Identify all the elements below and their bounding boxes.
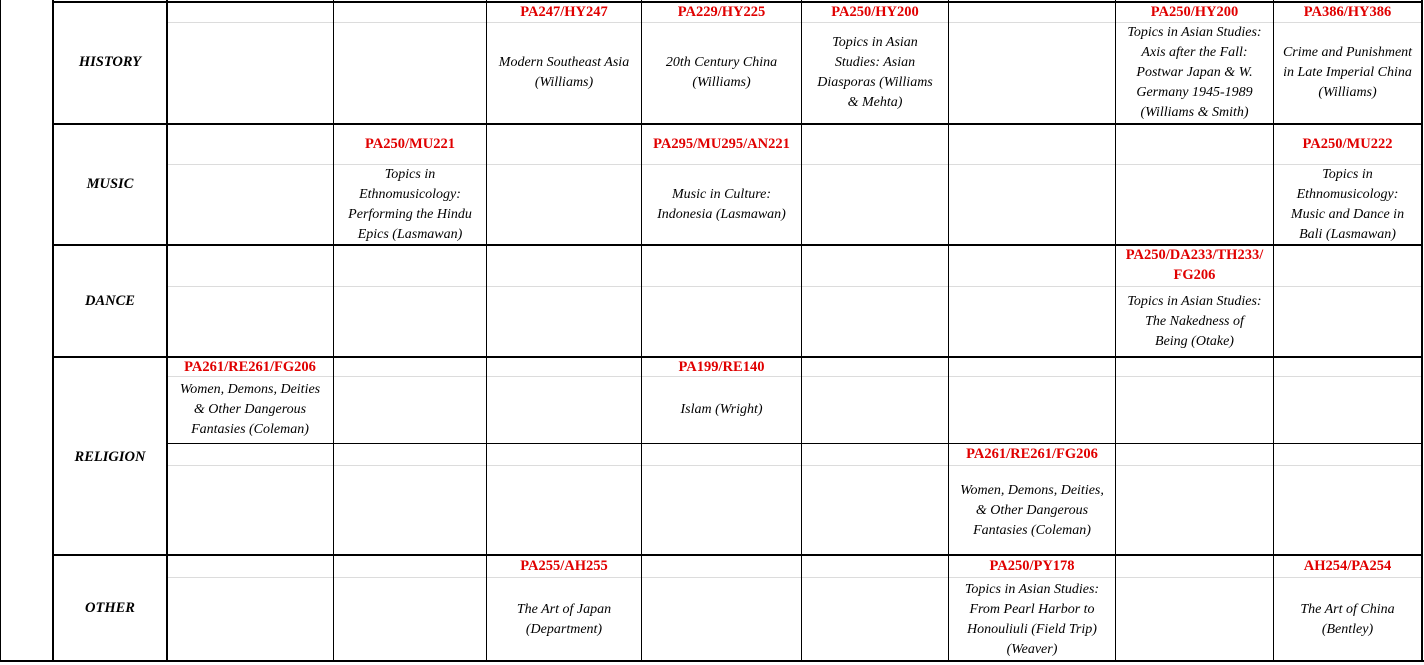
row-divider [167,465,1422,466]
course-code: PA250/MU222 [1302,136,1393,152]
course-title-line: (Weaver) [1006,642,1058,657]
course-code: PA250/PY178 [989,558,1075,574]
column-divider [52,0,54,662]
course-title [334,165,486,245]
course-title-line: Crime and Punishment [1282,45,1413,60]
course-code: PA386/HY386 [1303,4,1392,20]
course-title-line: Topics in [384,167,436,182]
course-title [802,33,948,113]
course-title-line: Being (Otake) [1155,334,1234,349]
course-title-line: Honouliuli (Field Trip) [967,622,1097,637]
course-title-line: (Williams) [534,75,594,90]
course-title-line: Modern Southeast Asia [498,55,630,70]
course-code: PA261/RE261/FG206 [184,359,316,375]
course-code: AH254/PA254 [1303,558,1392,574]
section-divider [52,356,1423,358]
section-divider [167,443,1423,444]
course-title-line: Bali (Lasmawan) [1299,227,1396,242]
course-title-line: Epics (Lasmawan) [357,227,463,242]
course-code: FG206 [1173,267,1216,283]
course-title-line: Islam (Wright) [680,402,763,417]
row-divider [167,376,1422,377]
row-divider [167,286,1422,287]
course-title-line: & Other Dangerous [193,402,307,417]
course-title-line: Topics in Asian Studies: [964,582,1100,597]
course-code: PA199/RE140 [678,359,765,375]
course-title-line: Women, Demons, Deities [179,382,321,397]
column-divider [0,0,1,662]
course-title-line: Diasporas (Williams [817,75,933,90]
column-divider [641,0,642,662]
course-title-line: The Art of Japan [516,602,612,617]
section-divider [52,244,1423,246]
course-title-line: From Pearl Harbor to [969,602,1095,617]
row-label-history: HISTORY [78,54,142,70]
section-divider [52,554,1423,556]
course-title [949,580,1115,660]
course-code: PA250/MU221 [365,136,455,152]
section-divider [52,1,1423,3]
course-title [1274,600,1421,640]
course-code: PA295/MU295/AN221 [653,136,790,152]
course-title-line: Topics in Asian Studies: [1127,294,1262,309]
course-title-line: Topics in Asian [832,35,918,50]
course-title-line: (Williams) [1318,85,1377,100]
course-title-line: in Late Imperial China [1283,65,1412,80]
course-title [642,185,801,225]
course-title-line: Postwar Japan & W. [1136,65,1253,80]
course-code: PA250/HY200 [1150,4,1239,20]
course-title-line: & Mehta) [847,95,903,110]
course-code: PA247/HY247 [520,4,608,20]
course-title [1116,292,1273,352]
course-title-line: Fantasies (Coleman) [973,523,1091,538]
course-title-line: Ethnomusicology: [1296,187,1399,202]
course-title-line: Axis after the Fall: [1141,45,1248,60]
course-title [949,481,1115,541]
course-title-line: Germany 1945-1989 [1136,85,1253,100]
course-title-line: Music and Dance in [1290,207,1405,222]
section-divider [0,660,1424,662]
row-label-religion: RELIGION [74,449,146,465]
course-title-line: (Williams) [692,75,751,90]
course-title-line: 20th Century China [665,55,778,70]
course-title-line: Indonesia (Lasmawan) [657,207,786,222]
course-code: PA261/RE261/FG206 [966,446,1098,462]
course-title-line: Ethnomusicology: [359,187,461,202]
row-label-music: MUSIC [86,176,134,192]
course-code: PA229/HY225 [677,4,766,20]
course-title-line: Performing the Hindu [348,207,472,222]
row-divider [167,577,1422,578]
course-title-line: & Other Dangerous [975,503,1089,518]
course-title-line: Women, Demons, Deities, [960,483,1104,498]
course-title [1274,165,1421,245]
course-title-line: Topics in Asian Studies: [1127,25,1262,40]
course-code: PA250/DA233/TH233/ [1125,247,1264,263]
course-title [487,53,641,93]
column-divider [333,0,334,662]
course-title [1116,23,1273,123]
course-title-line: Topics in [1322,167,1373,182]
course-title-line: (Williams & Smith) [1140,105,1249,120]
section-divider [52,123,1423,125]
course-title [487,600,641,640]
column-divider [1421,0,1423,662]
course-title [642,53,801,93]
row-label-other: OTHER [85,600,135,616]
row-label-dance: DANCE [85,293,135,309]
course-title [167,380,333,440]
course-code: PA250/HY200 [831,4,919,20]
course-title-line: Studies: Asian [834,55,916,70]
course-title [1274,43,1421,103]
course-title-line: The Nakedness of [1145,314,1244,329]
course-title-line: The Art of China [1300,602,1395,617]
course-title-line: (Department) [525,622,603,637]
course-title [642,400,801,420]
course-title-line: (Bentley) [1321,622,1374,637]
column-divider [166,0,168,662]
course-code: PA255/AH255 [520,558,608,574]
course-title-line: Music in Culture: [671,187,772,202]
course-title-line: Fantasies (Coleman) [191,422,309,437]
